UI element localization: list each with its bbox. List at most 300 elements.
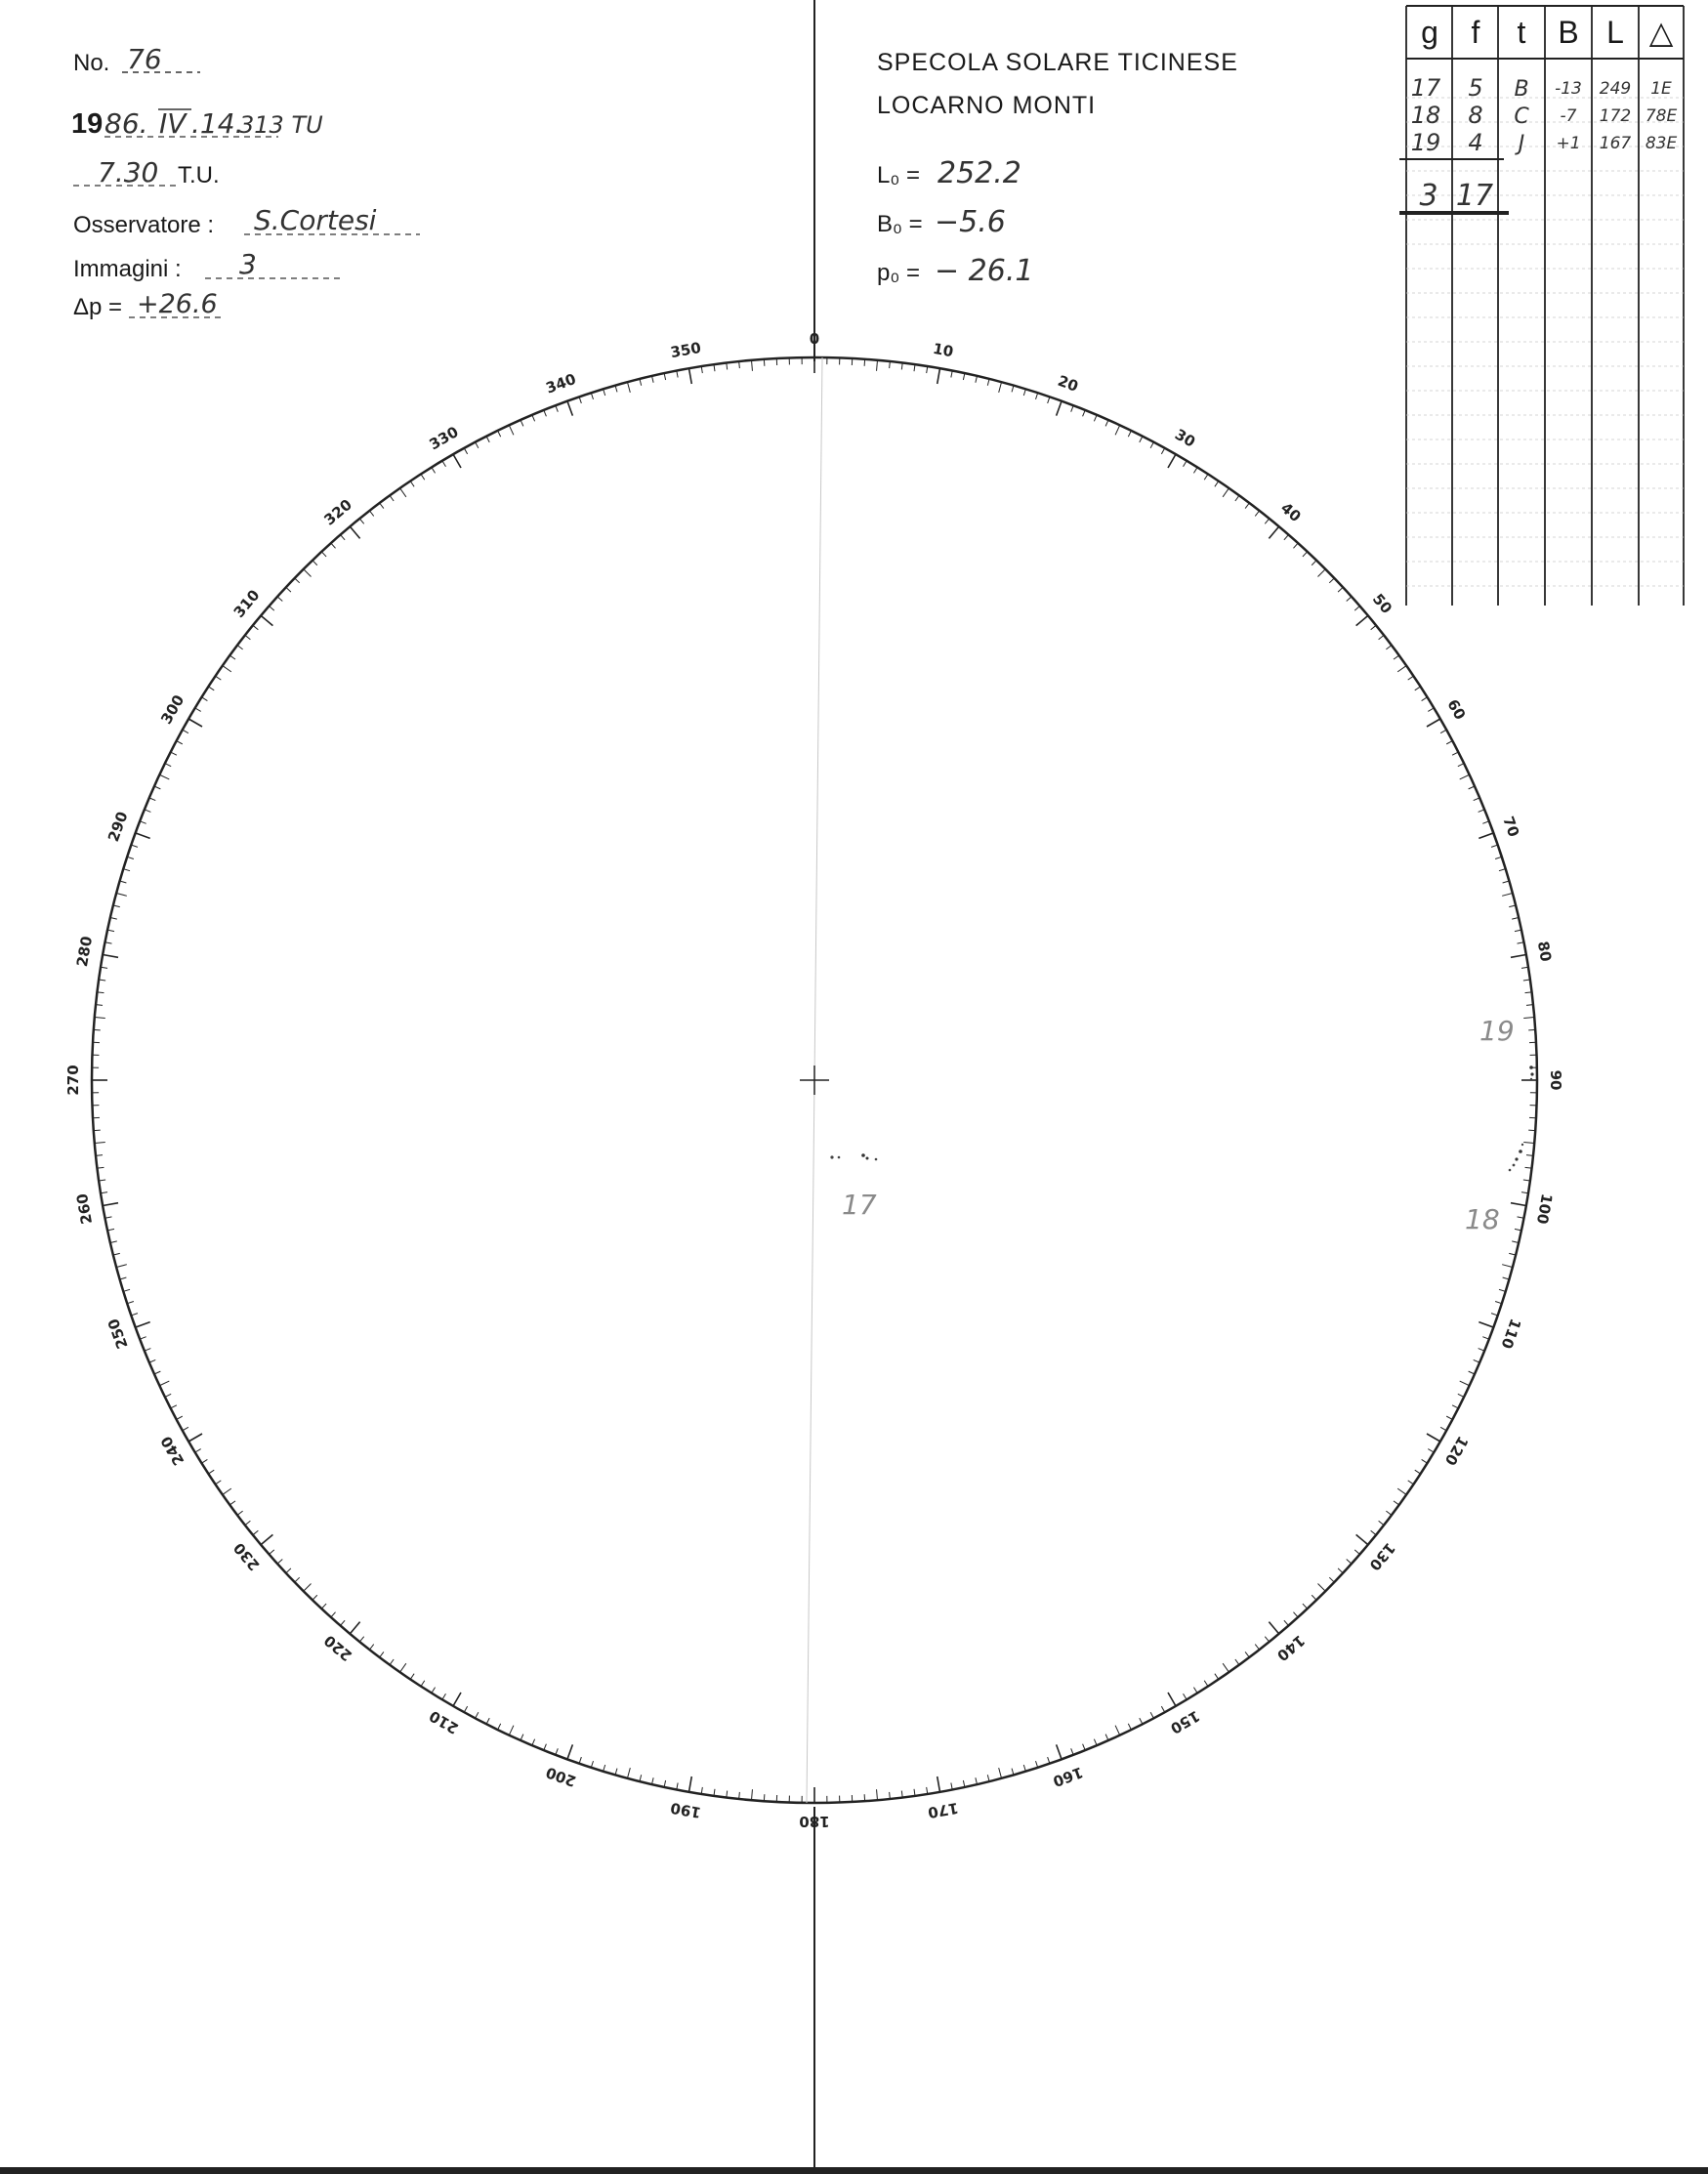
sunspot	[1521, 1144, 1523, 1146]
degree-tick	[1458, 764, 1464, 767]
degree-tick	[1415, 1470, 1421, 1474]
degree-tick	[341, 1620, 346, 1625]
sunspot	[1530, 1078, 1532, 1080]
cell-delta: 1E	[1650, 79, 1672, 99]
degree-tick	[107, 930, 114, 931]
degree-label: 0	[809, 330, 820, 348]
degree-tick	[1452, 1405, 1458, 1408]
degree-tick	[453, 1693, 461, 1706]
degree-tick	[1452, 752, 1458, 755]
degree-label: 120	[1440, 1433, 1472, 1469]
sunspot-group-18	[1465, 1144, 1523, 1235]
degree-tick	[1057, 401, 1062, 416]
cell-t: C	[1514, 105, 1529, 129]
degree-tick	[1193, 467, 1197, 473]
degree-tick	[1245, 1651, 1249, 1657]
degree-tick	[154, 1371, 160, 1374]
cell-L: 249	[1599, 79, 1632, 99]
degree-tick	[286, 587, 291, 592]
degree-tick	[277, 597, 282, 602]
degree-tick	[1440, 730, 1446, 732]
degree-tick	[486, 437, 489, 442]
degree-tick	[604, 1765, 605, 1772]
degree-tick	[509, 1726, 514, 1735]
images-value: 3	[239, 248, 257, 280]
degree-tick	[1204, 1681, 1208, 1687]
degree-tick	[1223, 488, 1229, 497]
degree-label: 310	[229, 586, 264, 621]
degree-tick	[95, 1018, 105, 1019]
degree-tick	[1161, 448, 1164, 454]
degree-tick	[1479, 833, 1493, 838]
degree-tick	[116, 1265, 127, 1268]
degree-tick	[1495, 857, 1502, 858]
degree-tick	[245, 635, 251, 639]
degree-tick	[159, 774, 169, 779]
degree-label: 80	[1533, 940, 1556, 964]
degree-tick	[752, 360, 753, 371]
no-label: No.	[73, 50, 110, 76]
degree-tick	[1379, 635, 1385, 639]
degree-tick	[1474, 1359, 1479, 1362]
table-grid	[1399, 6, 1684, 606]
degree-tick	[689, 1777, 692, 1792]
degree-tick	[999, 382, 1002, 393]
degree-tick	[1458, 1394, 1464, 1397]
degree-tick	[937, 1777, 940, 1792]
degree-tick	[1329, 578, 1334, 583]
cell-L: 172	[1599, 106, 1632, 126]
degree-tick	[1161, 1706, 1164, 1712]
degree-tick	[253, 1530, 258, 1534]
table-header-g: g	[1421, 15, 1438, 50]
degree-tick	[1269, 526, 1278, 538]
sunspot	[1530, 1072, 1533, 1075]
degree-tick	[261, 1534, 272, 1544]
degree-label: 350	[669, 338, 703, 362]
sunspot	[866, 1157, 869, 1160]
L0-label: L₀ =	[877, 162, 920, 188]
degree-tick	[689, 368, 692, 384]
degree-tick	[498, 1724, 501, 1730]
degree-tick	[1379, 1521, 1385, 1525]
degree-tick	[277, 1559, 282, 1564]
degree-tick	[1499, 869, 1506, 871]
degree-label: 260	[72, 1192, 97, 1226]
degree-tick	[304, 1583, 312, 1591]
degree-label: 340	[543, 369, 579, 397]
degree-tick	[165, 1394, 171, 1397]
degree-tick	[1083, 1744, 1086, 1750]
degree-label: 290	[104, 809, 132, 845]
degree-tick	[627, 382, 630, 393]
degree-tick	[1140, 437, 1143, 442]
degree-tick	[177, 1416, 183, 1419]
total-groups: 3	[1419, 179, 1438, 213]
degree-tick	[1386, 1511, 1392, 1515]
cell-g: 18	[1410, 102, 1441, 129]
degree-tick	[1523, 1018, 1534, 1019]
degree-tick	[350, 526, 359, 538]
cell-f: 5	[1468, 74, 1483, 102]
degree-tick	[304, 569, 312, 577]
degree-tick	[1057, 1744, 1062, 1759]
degree-tick	[1371, 625, 1376, 629]
degree-label: 150	[1167, 1706, 1203, 1737]
degree-tick	[1023, 1765, 1025, 1772]
sunspot	[1509, 1169, 1512, 1172]
degree-tick	[1482, 1337, 1489, 1340]
degree-tick	[1394, 1501, 1399, 1505]
degree-tick	[1422, 697, 1428, 701]
degree-tick	[103, 955, 118, 958]
degree-tick	[1354, 606, 1359, 611]
degree-tick	[1356, 1534, 1368, 1544]
degree-tick	[498, 431, 501, 437]
group-label-17: 17	[842, 1189, 877, 1221]
degree-tick	[208, 1470, 214, 1474]
degree-tick	[1150, 442, 1153, 448]
degree-tick	[201, 697, 207, 701]
group-label-19: 19	[1479, 1015, 1515, 1047]
degree-tick	[286, 1568, 291, 1573]
degree-tick	[1115, 1726, 1120, 1735]
degree-tick	[1094, 415, 1097, 421]
date-day: .14.	[191, 107, 244, 140]
degree-tick	[1105, 420, 1108, 426]
degree-tick	[1469, 1371, 1475, 1374]
B0-value: −5.6	[935, 205, 1006, 239]
date-time: 313 TU	[239, 111, 323, 139]
degree-tick	[390, 495, 394, 501]
degree-tick	[442, 1693, 446, 1699]
degree-label: 30	[1171, 425, 1199, 451]
degree-label: 210	[426, 1706, 462, 1737]
degree-tick	[591, 393, 593, 399]
degree-tick	[1184, 461, 1187, 467]
degree-tick	[171, 1405, 177, 1408]
degree-tick	[369, 1645, 373, 1651]
degree-label: 280	[72, 935, 97, 969]
degree-tick	[341, 535, 346, 540]
degree-label: 60	[1443, 695, 1470, 724]
degree-tick	[1269, 1622, 1278, 1634]
degree-tick	[1347, 597, 1352, 602]
degree-label: 240	[157, 1433, 188, 1469]
degree-tick	[1204, 474, 1208, 480]
degree-tick	[1495, 1302, 1502, 1304]
no-value: 76	[127, 43, 162, 75]
degree-tick	[556, 405, 559, 412]
degree-tick	[1115, 425, 1120, 435]
degree-tick	[1427, 1434, 1440, 1442]
institute-name: SPECOLA SOLARE TICINESE	[877, 49, 1238, 76]
degree-tick	[1048, 397, 1050, 403]
degree-tick	[123, 1289, 130, 1291]
degree-tick	[1515, 930, 1521, 931]
degree-tick	[216, 1481, 222, 1484]
degree-tick	[223, 1488, 231, 1494]
degree-tick	[380, 503, 384, 509]
degree-label: 250	[104, 1316, 132, 1352]
cell-delta: 83E	[1645, 134, 1678, 153]
degree-tick	[521, 420, 523, 426]
date-month: IV	[159, 107, 187, 140]
degree-tick	[1293, 1612, 1298, 1617]
degree-tick	[359, 519, 363, 523]
delta-p-label: Δp =	[73, 294, 123, 320]
degree-tick	[999, 1768, 1002, 1778]
degree-tick	[195, 708, 201, 712]
degree-tick	[1338, 1568, 1343, 1573]
degree-tick	[145, 1349, 150, 1352]
degree-label: 10	[931, 339, 955, 361]
degree-tick	[664, 1780, 665, 1787]
degree-tick	[295, 578, 300, 583]
degree-tick	[1515, 1229, 1521, 1230]
degree-tick	[1499, 1289, 1506, 1291]
cell-t: J	[1518, 132, 1525, 156]
degree-tick	[1036, 1761, 1038, 1768]
degree-tick	[464, 448, 467, 454]
degree-tick	[591, 1761, 593, 1768]
degree-tick	[1265, 1637, 1269, 1642]
degree-tick	[95, 1143, 105, 1144]
degree-tick	[145, 810, 150, 813]
degree-tick	[171, 752, 177, 755]
degree-tick	[567, 1744, 572, 1759]
degree-tick	[1245, 503, 1249, 509]
degree-tick	[165, 764, 171, 767]
degree-tick	[201, 1459, 207, 1463]
degree-tick	[937, 368, 940, 384]
degree-tick	[1235, 1659, 1239, 1665]
degree-tick	[1193, 1688, 1197, 1693]
table-header-f: f	[1471, 15, 1480, 50]
degree-tick	[1511, 1203, 1526, 1206]
degree-tick	[1491, 1314, 1498, 1316]
degree-tick	[1474, 798, 1479, 801]
degree-tick	[1215, 481, 1219, 487]
degree-label: 90	[1547, 1069, 1564, 1091]
degree-tick	[544, 1744, 547, 1750]
p0-value: − 26.1	[935, 254, 1034, 288]
degree-tick	[1428, 1449, 1434, 1453]
degree-tick	[229, 655, 235, 659]
time-value: 7.30	[98, 156, 159, 188]
degree-tick	[1469, 786, 1475, 789]
degree-tick	[149, 1359, 155, 1362]
degree-tick	[1338, 587, 1343, 592]
degree-tick	[1150, 1712, 1153, 1718]
table-row	[1411, 102, 1678, 129]
degree-tick	[321, 552, 326, 557]
p0-label: p₀ =	[877, 260, 920, 286]
degree-tick	[261, 615, 272, 625]
degree-tick	[486, 1718, 489, 1724]
time-unit: T.U.	[178, 162, 220, 188]
degree-tick	[1071, 1748, 1074, 1755]
degree-tick	[877, 1789, 878, 1800]
degree-tick	[627, 1768, 630, 1778]
degree-tick	[136, 833, 150, 838]
degree-tick	[1235, 495, 1239, 501]
cell-B: +1	[1556, 134, 1581, 153]
degree-tick	[1083, 410, 1086, 416]
degree-label: 180	[799, 1813, 830, 1830]
degree-tick	[369, 511, 373, 517]
degree-tick	[464, 1706, 467, 1712]
degree-tick	[1511, 955, 1526, 958]
degree-tick	[1094, 1739, 1097, 1745]
cell-L: 167	[1599, 134, 1632, 153]
group-table	[1399, 6, 1684, 606]
degree-tick	[1446, 1416, 1452, 1419]
degree-label: 100	[1532, 1192, 1557, 1226]
degree-tick	[476, 442, 479, 448]
degree-tick	[390, 1659, 394, 1665]
images-label: Immagini :	[73, 256, 182, 282]
degree-tick	[229, 1501, 235, 1505]
degree-tick	[432, 467, 436, 473]
sunspot	[1513, 1164, 1516, 1167]
degree-tick	[312, 561, 317, 565]
degree-label: 110	[1497, 1316, 1525, 1352]
degree-tick	[1502, 1265, 1513, 1268]
degree-tick	[237, 646, 243, 649]
degree-tick	[1255, 1645, 1259, 1651]
degree-tick	[963, 1780, 964, 1787]
degree-label: 200	[543, 1763, 579, 1791]
degree-tick	[579, 1757, 581, 1764]
degree-tick	[1479, 1349, 1484, 1352]
date-year-hand: 86.	[104, 107, 148, 140]
sunspot	[838, 1156, 841, 1159]
degree-tick	[1312, 1595, 1316, 1600]
degree-label: 220	[320, 1631, 355, 1665]
cell-t: B	[1514, 77, 1529, 102]
degree-tick	[159, 1381, 169, 1386]
degree-tick	[963, 373, 964, 380]
table-header-t: t	[1517, 15, 1526, 50]
degree-tick	[1460, 774, 1470, 779]
degree-tick	[380, 1651, 384, 1657]
total-spots: 17	[1455, 179, 1494, 213]
degree-tick	[509, 425, 514, 435]
degree-tick	[1427, 719, 1440, 727]
degree-tick	[421, 474, 425, 480]
sunspot	[861, 1153, 865, 1157]
degree-tick	[1317, 569, 1325, 577]
degree-tick	[123, 869, 130, 871]
degree-tick	[1023, 389, 1025, 396]
degree-tick	[1255, 511, 1259, 517]
cell-f: 8	[1468, 102, 1483, 129]
degree-label: 300	[157, 691, 188, 728]
degree-tick	[432, 1688, 436, 1693]
degree-tick	[1168, 1693, 1176, 1706]
degree-tick	[1491, 845, 1498, 847]
degree-tick	[1386, 646, 1392, 649]
degree-tick	[131, 1314, 138, 1316]
degree-tick	[1184, 1693, 1187, 1699]
degree-tick	[177, 741, 183, 744]
degree-tick	[136, 1322, 150, 1327]
degree-tick	[1284, 535, 1289, 540]
degree-tick	[1303, 552, 1308, 557]
degree-tick	[331, 1612, 336, 1617]
degree-label: 130	[1365, 1539, 1399, 1574]
degree-tick	[544, 410, 547, 416]
degree-tick	[1105, 1735, 1108, 1740]
solar-disk	[64, 330, 1564, 1830]
degree-tick	[321, 1604, 326, 1609]
degree-tick	[400, 488, 406, 497]
degree-tick	[1036, 393, 1038, 399]
degree-tick	[295, 1577, 300, 1582]
degree-tick	[532, 1739, 535, 1745]
degree-tick	[312, 1595, 317, 1600]
table-header-delta: △	[1648, 15, 1674, 50]
degree-tick	[1215, 1674, 1219, 1680]
L0-value: 252.2	[937, 156, 1021, 190]
degree-tick	[1371, 1530, 1376, 1534]
degree-tick	[195, 1449, 201, 1453]
degree-tick	[1482, 821, 1489, 824]
degree-tick	[1394, 655, 1399, 659]
degree-tick	[752, 1789, 753, 1800]
degree-tick	[1422, 1459, 1428, 1463]
degree-label: 270	[64, 1065, 82, 1096]
degree-tick	[1479, 1322, 1493, 1327]
degree-tick	[116, 893, 127, 896]
degree-label: 50	[1368, 590, 1396, 617]
degree-label: 320	[320, 495, 355, 529]
degree-tick	[127, 1302, 134, 1304]
degree-tick	[245, 1521, 251, 1525]
degree-tick	[1446, 741, 1452, 744]
table-totals	[1419, 179, 1493, 213]
degree-tick	[1479, 810, 1484, 813]
cell-g: 19	[1410, 129, 1441, 156]
degree-tick	[270, 606, 274, 611]
sunspot-group-19	[1479, 1015, 1534, 1080]
degree-tick	[103, 1203, 118, 1206]
date-year-printed: 19	[71, 108, 104, 140]
degree-tick	[1284, 1620, 1289, 1625]
cell-g: 17	[1410, 74, 1441, 102]
degree-tick	[1168, 454, 1176, 468]
degree-tick	[154, 786, 160, 789]
degree-tick	[410, 481, 414, 487]
degree-tick	[1397, 666, 1406, 672]
sunspot	[875, 1158, 878, 1161]
degree-label: 230	[229, 1539, 264, 1574]
group-label-18: 18	[1465, 1203, 1500, 1235]
degree-tick	[1329, 1577, 1334, 1582]
degree-tick	[1128, 1724, 1131, 1730]
degree-tick	[253, 625, 258, 629]
table-row	[1411, 129, 1678, 156]
degree-tick	[453, 454, 461, 468]
degree-tick	[183, 730, 188, 732]
B0-label: B₀ =	[877, 211, 923, 237]
degree-label: 160	[1050, 1763, 1086, 1791]
degree-tick	[521, 1735, 523, 1740]
degree-tick	[1048, 1757, 1050, 1764]
cell-B: -13	[1555, 79, 1582, 99]
degree-tick	[1265, 519, 1269, 523]
